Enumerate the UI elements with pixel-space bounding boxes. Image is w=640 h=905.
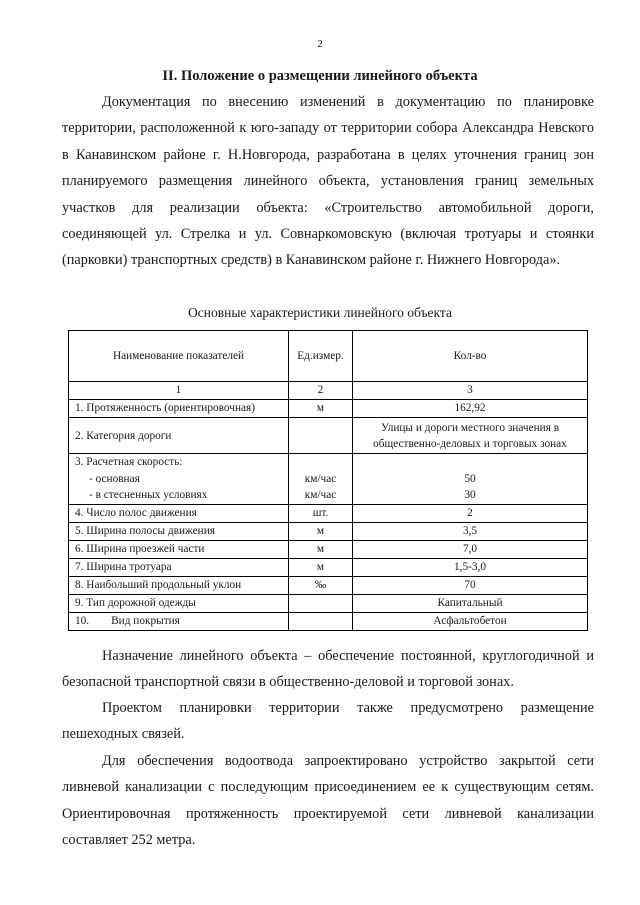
- row-unit: м: [289, 559, 353, 577]
- row-value: [353, 454, 588, 505]
- row-name: 1. Протяженность (ориентировочная): [69, 400, 289, 418]
- row-name-sub: [75, 471, 282, 488]
- table-row: [69, 454, 588, 505]
- table-row: [69, 577, 588, 595]
- row-name: 4. Число полос движения: [69, 505, 289, 523]
- intro-paragraph: Документация по внесению изменений в документацию по планировке территории, расположенной к юго-западу от территории собора Александра Невского в Канавинском районе г. Н.Новгорода, разработана в целях уточнения границ зон планируемого размещения линейного объекта, установления границ земельных участков для реализации объекта: «Строительство автомобильной дороги, соединяющей ул. Стрелка и ул. Совнаркомовскую (включая тротуары и стоянки (парковки) транспортных средств) в Канавинском районе г. Нижнего Новгорода».: [62, 94, 594, 269]
- row-name: [69, 613, 289, 631]
- row-name: 5. Ширина полосы движения: [69, 523, 289, 541]
- row-name-number: 10.: [75, 615, 90, 627]
- header-name: Наименование показателей: [69, 331, 289, 382]
- table-row: [69, 400, 588, 418]
- table-row: [69, 559, 588, 577]
- row-name-sub-text: - в стесненных условиях: [89, 489, 208, 502]
- table-row: [69, 523, 588, 541]
- column-number: 2: [289, 382, 353, 400]
- row-value: Улицы и дороги местного значения в общественно-деловых и торговых зонах: [353, 418, 588, 454]
- row-name: 6. Ширина проезжей части: [69, 541, 289, 559]
- row-unit: [289, 454, 353, 505]
- table-row: [69, 541, 588, 559]
- row-value: 7,0: [353, 541, 588, 559]
- row-name-sub-text: - основная: [89, 472, 140, 485]
- row-name-main: 3. Расчетная скорость:: [75, 456, 183, 469]
- row-name: 8. Наибольший продольный уклон: [69, 577, 289, 595]
- row-unit: [289, 418, 353, 454]
- row-unit: м: [289, 541, 353, 559]
- row-value: 2: [353, 505, 588, 523]
- row-value-sub: 50: [464, 472, 476, 485]
- column-number: 3: [353, 382, 588, 400]
- table-header-row: [69, 331, 588, 382]
- row-value: 162,92: [353, 400, 588, 418]
- purpose-paragraph: Назначение линейного объекта – обеспечение постоянной, круглогодичной и безопасной транспортной связи в общественно-деловой и торговой зонах.: [62, 648, 594, 691]
- table-row: [69, 595, 588, 613]
- row-name: 9. Тип дорожной одежды: [69, 595, 289, 613]
- row-value: 1,5-3,0: [353, 559, 588, 577]
- row-name: [69, 454, 289, 505]
- row-unit: м: [289, 523, 353, 541]
- row-unit: [289, 595, 353, 613]
- characteristics-table: [68, 330, 588, 631]
- row-name: 7. Ширина тротуара: [69, 559, 289, 577]
- section-heading: II. Положение о размещении линейного объекта: [162, 68, 478, 84]
- table-number-row: [69, 382, 588, 400]
- row-value: Капитальный: [353, 595, 588, 613]
- row-value: 3,5: [353, 523, 588, 541]
- row-name-sub: [75, 487, 282, 504]
- row-unit: ‰: [289, 577, 353, 595]
- page-number: 2: [317, 38, 323, 50]
- row-name: 2. Категория дороги: [69, 418, 289, 454]
- row-unit: [289, 613, 353, 631]
- table-row: [69, 613, 588, 631]
- pedestrian-paragraph: Проектом планировки территории также предусмотрено размещение пешеходных связей.: [62, 700, 594, 743]
- drainage-paragraph: Для обеспечения водоотвода запроектировано устройство закрытой сети ливневой канализации с последующим присоединением ее к существующим сетям. Ориентировочная протяженность проектируемой сети ливневой канализации составляет 252 метра.: [62, 753, 594, 849]
- row-unit: шт.: [289, 505, 353, 523]
- table-row: [69, 505, 588, 523]
- row-value: 70: [353, 577, 588, 595]
- column-number: 1: [69, 382, 289, 400]
- row-unit-sub: км/час: [304, 489, 337, 502]
- row-unit: м: [289, 400, 353, 418]
- header-unit: Ед.измер.: [289, 331, 353, 382]
- row-name-text: Вид покрытия: [111, 615, 180, 627]
- header-value: Кол-во: [353, 331, 588, 382]
- table-row: [69, 418, 588, 454]
- table-caption: Основные характеристики линейного объекта: [188, 305, 452, 320]
- row-value-sub: 30: [464, 489, 476, 502]
- row-value: Асфальтобетон: [353, 613, 588, 631]
- row-unit-sub: км/час: [304, 472, 337, 485]
